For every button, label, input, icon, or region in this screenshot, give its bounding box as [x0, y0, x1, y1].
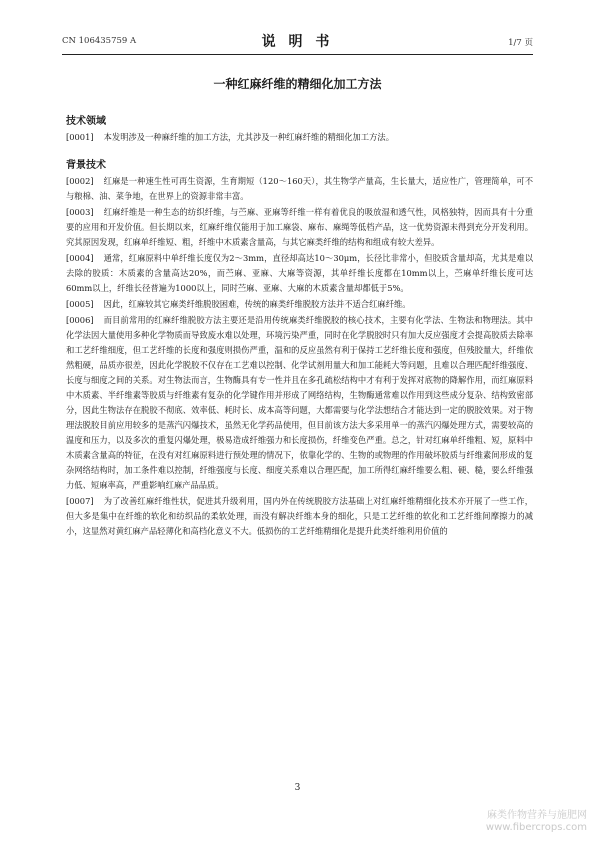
watermark-name: 麻类作物营养与施肥网: [487, 810, 587, 821]
section-heading-technical-field: 技术领域: [66, 116, 106, 127]
paragraph: [66, 313, 533, 493]
paragraph: [66, 494, 533, 539]
paragraph-text: 而目前常用的红麻纤维脱胶方法主要还是沿用传统麻类纤维脱胶的核心技术，主要有化学法、生物法和物理法。其中化学法因大量使用多种化学物质而导致废水难以处理，环境污染严重，同时在化学脱胶时只有加大反应强度才会提高胶质去除率和工艺纤维细度，但工艺纤维的长度和强度则损伤严重，温和的反应虽然有利于保持工艺纤维长度和强度，但残胶量大，纤维依然粗硬，品质亦很差，因此化学脱胶不仅存在工艺难以控制、化学试剂用量大和加工能耗大等问题，且难以合理匹配纤维强度、长度与细度之间的关系。对生物法而言，生物酶具有专一性并且在多孔疏松结构中才有利于发挥对底物的降解作用，而红麻原料中木质素、半纤维素等胶质与纤维素有复杂的化学键作用并形成了网络结构，生物酶通常难以作用到这些成分复杂、结构致密部分，因此生物法存在脱胶不彻底、效率低、耗时长、成本高等问题，大都需要与化学法想结合才能达到一定的脱胶效果。对于物理法脱胶目前应用较多的是蒸汽闪爆技术，虽然无化学药品使用，但目前该方法大多采用单一的蒸汽闪爆处理方式，需要较高的温度和压力，以及多次的重复闪爆处理，极易造成纤维强力和长度损伤，纤维变色严重。总之，针对红麻单纤维粗、短，原料中木质素含量高的特征，在没有对红麻原料进行预处理的情况下，依靠化学的、生物的或物理的作用破坏胶质与纤维素间形成的复杂网络结构时，加工条件难以控制，纤维强度与长度、细度关系难以合理匹配，加工所得红麻纤维要么粗、硬、糙，要么纤维强力低、短麻率高，严重影响红麻产品品质。: [66, 315, 533, 490]
page-indicator: 1/7 页: [508, 38, 533, 48]
paragraph-number: [0006]: [66, 315, 94, 325]
paragraph-number: [0007]: [66, 496, 94, 506]
paragraph: [66, 297, 533, 312]
paragraph-number: [0001]: [66, 132, 94, 142]
section-heading-background: 背景技术: [66, 160, 106, 171]
doc-number: CN 106435759 A: [62, 36, 137, 46]
paragraph: [66, 174, 533, 204]
watermark: [486, 810, 587, 834]
paragraph-text: 因此，红麻较其它麻类纤维脱胶困难，传统的麻类纤维脱胶方法并不适合红麻纤维。: [103, 299, 411, 309]
watermark-url: www.fibercrops.com: [485, 822, 587, 833]
paragraph: [66, 130, 533, 145]
document-body: [66, 112, 533, 540]
doc-type: 说 明 书: [261, 34, 334, 50]
paragraph-text: 为了改善红麻纤维性状，促进其升级利用，国内外在传统脱胶方法基础上对红麻纤维精细化技术亦开展了一些工作，但大多是集中在纤维的软化和纺织品的柔软处理，而没有解决纤维本身的细化，只是工艺纤维的软化和工艺纤维间摩擦力的减小，这显然对黄红麻产品轻薄化和高档化意义不大。低损伤的工艺纤维精细化是提升此类纤维利用价值的: [66, 496, 533, 536]
page-header: [62, 28, 533, 50]
paragraph-text: 红麻是一种速生性可再生资源，生育期短（120～160天），其生物学产量高，生长量大，适应性广，管理简单，可不与粮棉、油、菜争地，在世界上的资源非常丰富。: [66, 176, 533, 201]
paragraph-text: 通常，红麻原料中单纤维长度仅为2～3mm，直径却高达10～30μm，长径比非常小，但胶质含量却高，尤其是难以去除的胶质：木质素的含量高达20%，而苎麻、亚麻、大麻等资源，其单纤维长度都在10mm以上，苎麻单纤维长度可达60mm以上，纤维长径普遍为1000以上，同时苎麻、亚麻、大麻的木质素含量却都低于5%。: [66, 253, 533, 293]
paragraph-number: [0003]: [66, 207, 94, 217]
page-number: 3: [294, 783, 301, 793]
paragraph-number: [0005]: [66, 299, 94, 309]
document-title: 一种红麻纤维的精细化加工方法: [213, 77, 382, 91]
paragraph-text: 本发明涉及一种麻纤维的加工方法，尤其涉及一种红麻纤维的精细化加工方法。: [103, 132, 394, 142]
header-divider: [62, 54, 533, 55]
paragraph-text: 红麻纤维是一种生态的纺织纤维，与苎麻、亚麻等纤维一样有着优良的吸放湿和透气性，风格独特，因而具有十分重要的应用和开发价值。但长期以来，红麻纤维仅能用于加工麻袋、麻布、麻绳等低档产品，这一优势资源未得到充分开发利用。究其原因发现，红麻单纤维短、粗，纤维中木质素含量高，与其它麻类纤维的结构和组成有较大差异。: [66, 207, 533, 247]
paragraph-number: [0002]: [66, 176, 94, 186]
paragraph: [66, 251, 533, 296]
paragraph-number: [0004]: [66, 253, 94, 263]
paragraph: [66, 205, 533, 250]
